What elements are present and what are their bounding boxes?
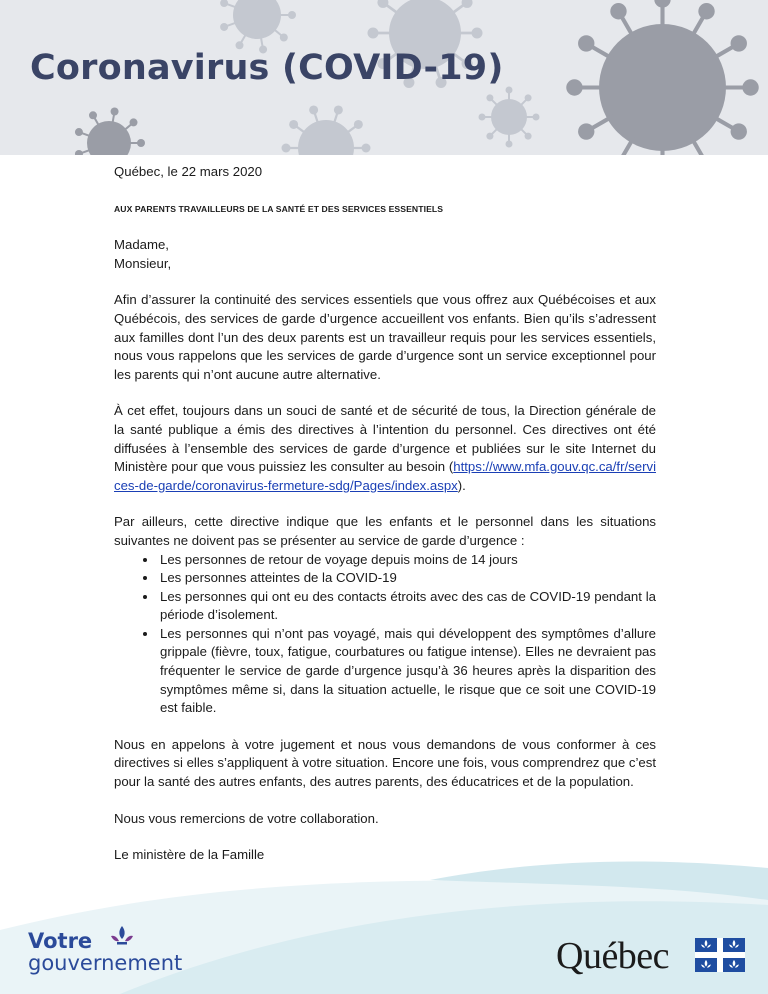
quebec-wordmark: Québec — [556, 935, 670, 977]
paragraph-situations: Par ailleurs, cette directive indique que les enfants et le personnel dans les situations suivantes ne doivent pas se présenter au service de garde d’urgence : — [114, 514, 656, 548]
situations-list — [114, 551, 656, 718]
salutation-line: Madame, — [114, 237, 169, 253]
salutation — [114, 236, 656, 273]
closing-thanks: Nous vous remercions de votre collaboration. — [114, 810, 379, 826]
paragraph-directives-end: ). — [457, 477, 466, 493]
paragraph-intro: Afin d’assurer la continuité des services essentiels que vous offrez aux Québécoises et aux Québécois, des services de garde d’urgence accueillent vos enfants. Bien qu’ils s’adressent aux familles dont l’un des deux parents est un travailleur requis pour les services essentiels, nous vous rappelons que les services de garde d’urgence sont un service exceptionnel pour les parents qui n’ont aucune autre alternative. — [114, 292, 656, 382]
quebec-flag-icon — [695, 938, 745, 972]
virus-bottom-center-icon — [276, 98, 376, 155]
letter-subject: AUX PARENTS TRAVAILLEURS DE LA SANTÉ ET DES SERVICES ESSENTIELS — [114, 203, 444, 214]
page-title: Coronavirus (COVID-19) — [30, 48, 504, 88]
list-item: • Les personnes atteintes de la COVID-19 — [158, 569, 656, 588]
paragraph-judgement: Nous en appelons à votre jugement et nous vous demandons de vous conformer à ces directives si elles s’appliquent à votre situation. Encore une fois, vous comprendrez que c’est pour la santé des autres enfants, des autres parents, des éducatrices et de la population. — [114, 736, 656, 790]
signature: Le ministère de la Famille — [114, 847, 265, 863]
virus-large-icon — [555, 0, 768, 155]
list-item: • Les personnes qui n’ont pas voyagé, mais qui développent des symptômes d’allure grippale (fièvre, toux, fatigue, courbatures ou fatigue intense). Elles ne devraient pas fréquenter le service de garde d’urgence jusqu’à 36 heures après la disparition des symptômes même si, dans la situation actuelle, le risque que ce soit une COVID-19 est faible. — [158, 625, 656, 718]
logo-line-1: Votre — [28, 929, 93, 953]
paragraph-directives-text: À cet effet, toujours dans un souci de santé et de sécurité de tous, la Direction générale de la santé publique a émis des directives à l’intention du personnel. Ces directives ont été diffusées à l’ensemble des services de garde d’urgence et publiées sur le site Internet du Ministère pour que vous puissiez les consulter au besoin ( — [114, 403, 656, 475]
votre-gouvernement-logo — [28, 930, 182, 974]
ministry-link[interactable]: https://www.mfa.gouv.qc.ca/fr/services-de-garde/coronavirus-fermeture-sdg/Pages/index.aspx — [114, 459, 656, 493]
fleur-de-lis-icon — [108, 924, 136, 952]
letter-body — [114, 163, 656, 865]
list-item: • Les personnes de retour de voyage depuis moins de 14 jours — [158, 551, 656, 570]
paragraph-directives — [114, 402, 656, 495]
logo-line-2: gouvernement — [28, 951, 183, 975]
virus-small-left-icon — [68, 102, 150, 155]
salutation-line: Monsieur, — [114, 255, 172, 271]
virus-right-small-icon — [474, 82, 544, 152]
page-header — [0, 0, 768, 155]
letter-date: Québec, le 22 mars 2020 — [114, 164, 263, 179]
list-item: • Les personnes qui ont eu des contacts étroits avec des cas de COVID-19 pendant la période d’isolement. — [158, 588, 656, 625]
